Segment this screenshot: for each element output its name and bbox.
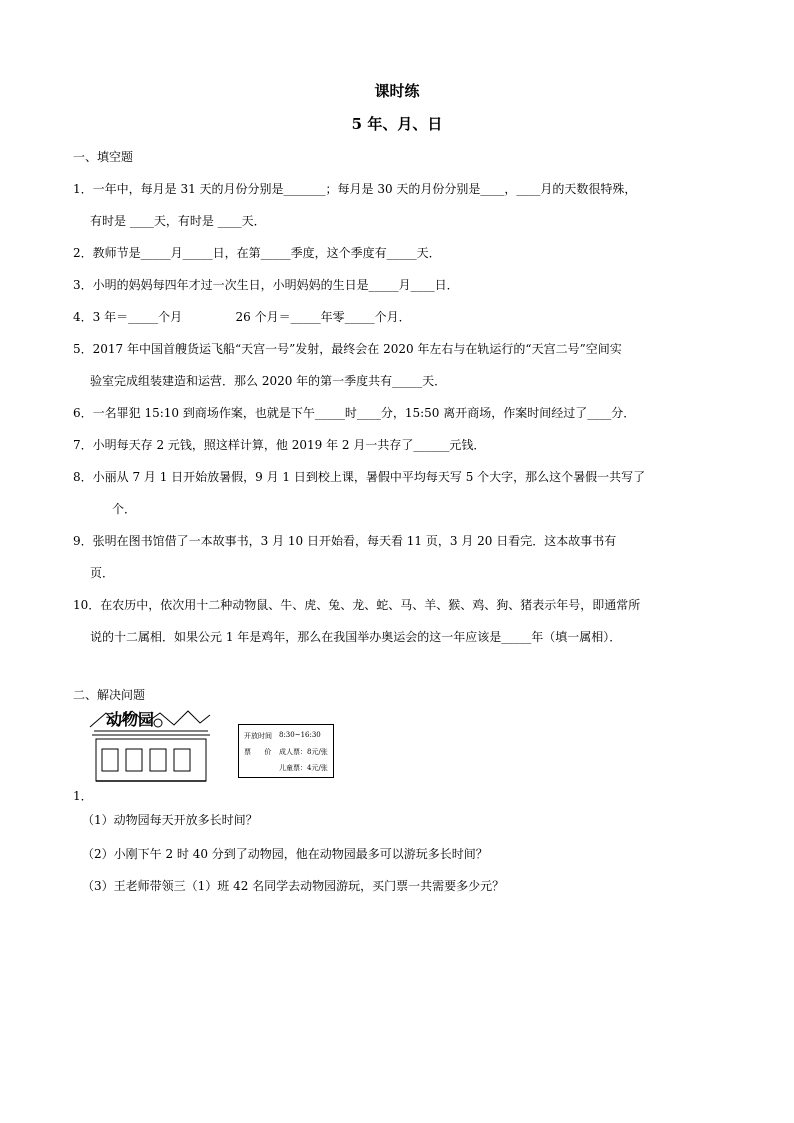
question-line: 页． <box>90 566 115 580</box>
section-problems-heading: 二、解决问题 <box>73 688 146 702</box>
problem-question: （1）动物园每天开放多长时间？ <box>82 813 258 827</box>
zoo-info-board <box>238 724 334 778</box>
child-price: 儿童票：4元/张 <box>279 764 328 772</box>
problem-number: 1． <box>73 789 93 803</box>
section-fill-in-heading: 一、填空题 <box>73 150 134 164</box>
adult-price: 成人票：8元/张 <box>279 748 328 756</box>
question-line: 2．教师节是_____月_____日，在第_____季度，这个季度有_____天． <box>73 246 441 260</box>
question-line: 9．张明在图书馆借了一本故事书，3 月 10 日开始看，每天看 11 页，3 月 20 日看完．这本故事书有 <box>73 534 617 548</box>
open-hours-value: 8:30~16:30 <box>279 731 321 739</box>
question-line: 说的十二属相．如果公元 1 年是鸡年，那么在我国举办奥运会的这一年应该是_____年（填一属相）． <box>90 630 622 644</box>
problem-question: （3）王老师带领三（1）班 42 名同学去动物园游玩，买门票一共需要多少元？ <box>82 879 505 893</box>
question-line: 验室完成组装建造和运营．那么 2020 年的第一季度共有_____天． <box>90 374 447 388</box>
price-label: 票 价 <box>244 748 272 756</box>
zoo-sign-text: 动物园 <box>106 710 155 729</box>
question-line: 个． <box>112 502 137 516</box>
zoo-illustration <box>88 705 214 783</box>
open-hours-label: 开放时间 <box>244 732 272 740</box>
question-line: 4．3 年＝_____个月 26 个月＝_____年零_____个月． <box>73 310 411 324</box>
question-line: 3．小明的妈妈每四年才过一次生日，小明妈妈的生日是_____月____日． <box>73 278 459 292</box>
problem-question: （2）小刚下午 2 时 40 分到了动物园，他在动物园最多可以游玩多长时间？ <box>82 847 488 861</box>
question-line: 有时是 ____天，有时是 ____天． <box>90 214 266 228</box>
question-line: 1．一年中，每月是 31 天的月份分别是_______；每月是 30 天的月份分别是____，____月的天数很特殊， <box>73 182 637 196</box>
question-line: 7．小明每天存 2 元钱，照这样计算，他 2019 年 2 月一共存了______元钱． <box>73 438 486 452</box>
lesson-subtitle: 5 年、月、日 <box>351 115 443 133</box>
page-title: 课时练 <box>374 82 420 100</box>
question-line: 8．小丽从 7 月 1 日开始放暑假，9 月 1 日到校上课，暑假中平均每天写 5 个大字，那么这个暑假一共写了 <box>73 470 646 484</box>
question-line: 6．一名罪犯 15:10 到商场作案，也就是下午_____时____分，15:50 离开商场，作案时间经过了____分． <box>73 406 636 420</box>
question-line: 10．在农历中，依次用十二种动物鼠、牛、虎、兔、龙、蛇、马、羊、猴、鸡、狗、猪表示年号，即通常所 <box>73 598 641 612</box>
question-line: 5．2017 年中国首艘货运飞船“天宫一号”发射，最终会在 2020 年左右与在轨运行的“天宫二号”空间实 <box>73 342 622 356</box>
